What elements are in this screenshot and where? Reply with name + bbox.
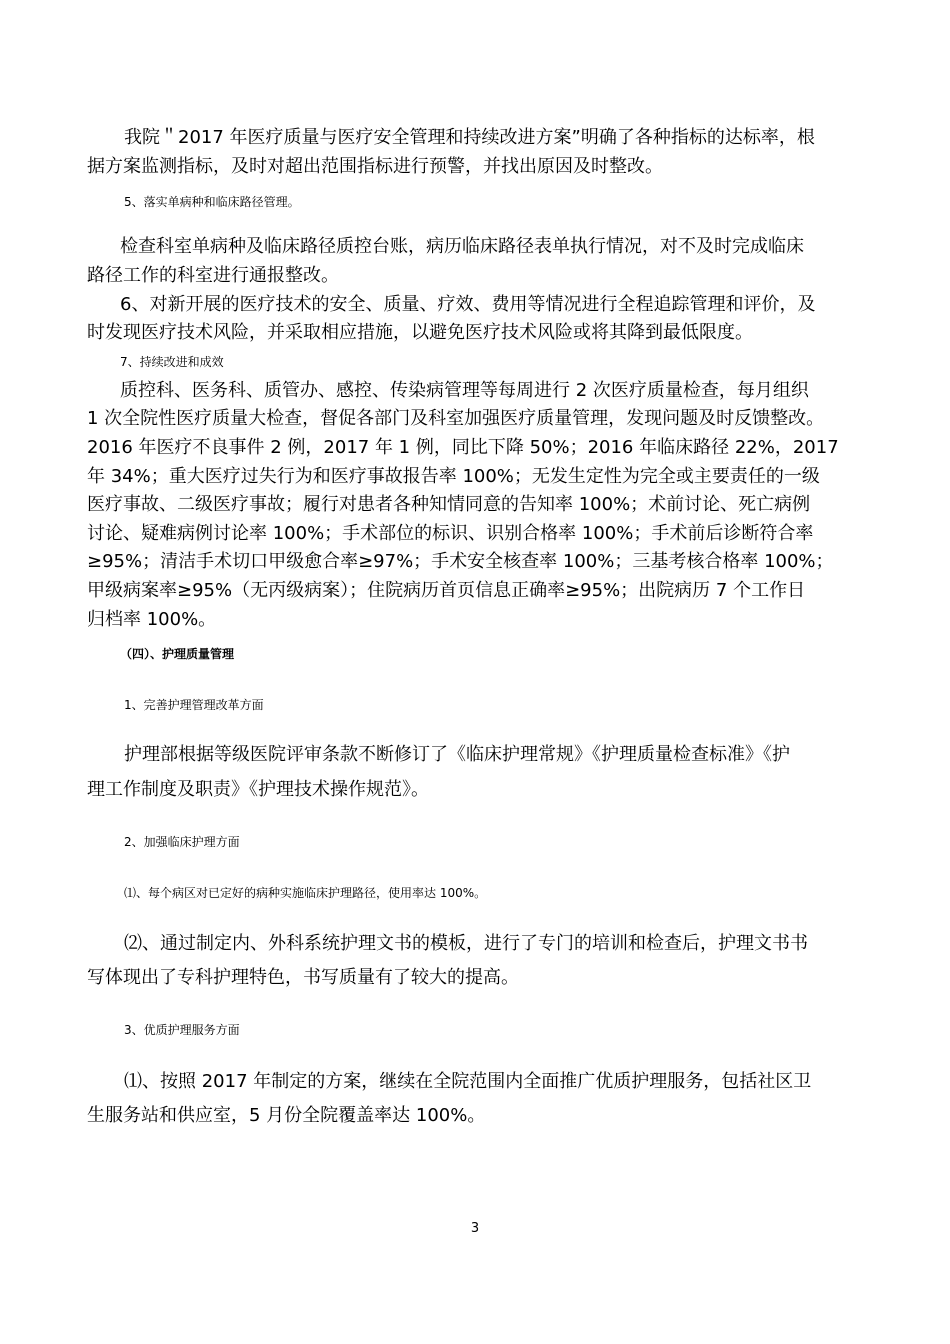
section-heading: 1、完善护理管理改革方面: [124, 698, 264, 712]
section-title: （四）、护理质量管理: [120, 647, 235, 661]
paragraph-line: 医疗事故、二级医疗事故；履行对患者各种知情同意的告知率 100%；术前讨论、死亡病例: [87, 494, 811, 515]
paragraph-line: ⑴、每个病区对已定好的病种实施临床护理路径，使用率达 100%。: [124, 886, 487, 900]
paragraph-line: 护理部根据等级医院评审条款不断修订了《临床护理常规》《护理质量检查标准》《护: [124, 744, 790, 765]
paragraph-line: 检查科室单病种及临床路径质控台账，病历临床路径表单执行情况，对不及时完成临床: [120, 236, 804, 257]
paragraph-line: 理工作制度及职责》《护理技术操作规范》。: [87, 779, 429, 800]
paragraph-line: 我院＂2017 年医疗质量与医疗安全管理和持续改进方案”明确了各种指标的达标率，根: [124, 127, 815, 148]
section-heading: 7、持续改进和成效: [120, 355, 224, 369]
paragraph-line: ≥95%；清洁手术切口甲级愈合率≥97%；手术安全核查率 100%；三基考核合格率 100%；: [87, 551, 834, 572]
paragraph-line: 路径工作的科室进行通报整改。: [87, 265, 339, 286]
paragraph-line: 年 34%；重大医疗过失行为和医疗事故报告率 100%；无发生定性为完全或主要责任的一级: [87, 466, 820, 487]
paragraph-line: 写体现出了专科护理特色，书写质量有了较大的提高。: [87, 967, 519, 988]
page-number: 3: [470, 1221, 480, 1236]
paragraph-line: 6、对新开展的医疗技术的安全、质量、疗效、费用等情况进行全程追踪管理和评价，及: [120, 294, 816, 315]
paragraph-line: 甲级病案率≥95%（无丙级病案）；住院病历首页信息正确率≥95%；出院病历 7 个工作日: [87, 580, 806, 601]
paragraph-line: 据方案监测指标，及时对超出范围指标进行预警，并找出原因及时整改。: [87, 156, 663, 177]
paragraph-line: 质控科、医务科、质管办、感控、传染病管理等每周进行 2 次医疗质量检查，每月组织: [120, 380, 809, 401]
paragraph-line: 时发现医疗技术风险，并采取相应措施，以避免医疗技术风险或将其降到最低限度。: [87, 322, 753, 343]
paragraph-line: 讨论、疑难病例讨论率 100%；手术部位的标识、识别合格率 100%；手术前后诊断符合率: [87, 523, 814, 544]
paragraph-line: 2016 年医疗不良事件 2 例，2017 年 1 例，同比下降 50%；2016 年临床路径 22%，2017: [87, 437, 839, 458]
section-heading: 5、落实单病种和临床路径管理。: [124, 195, 300, 209]
section-heading: 3、优质护理服务方面: [124, 1023, 240, 1037]
paragraph-line: 1 次全院性医疗质量大检查，督促各部门及科室加强医疗质量管理，发现问题及时反馈整改。: [87, 408, 825, 429]
paragraph-line: ⑵、通过制定内、外科系统护理文书的模板，进行了专门的培训和检查后，护理文书书: [124, 933, 808, 954]
paragraph-line: 生服务站和供应室，5 月份全院覆盖率达 100%。: [87, 1105, 486, 1126]
section-heading: 2、加强临床护理方面: [124, 835, 240, 849]
paragraph-line: ⑴、按照 2017 年制定的方案，继续在全院范围内全面推广优质护理服务，包括社区卫: [124, 1071, 812, 1092]
paragraph-line: 归档率 100%。: [87, 609, 217, 630]
